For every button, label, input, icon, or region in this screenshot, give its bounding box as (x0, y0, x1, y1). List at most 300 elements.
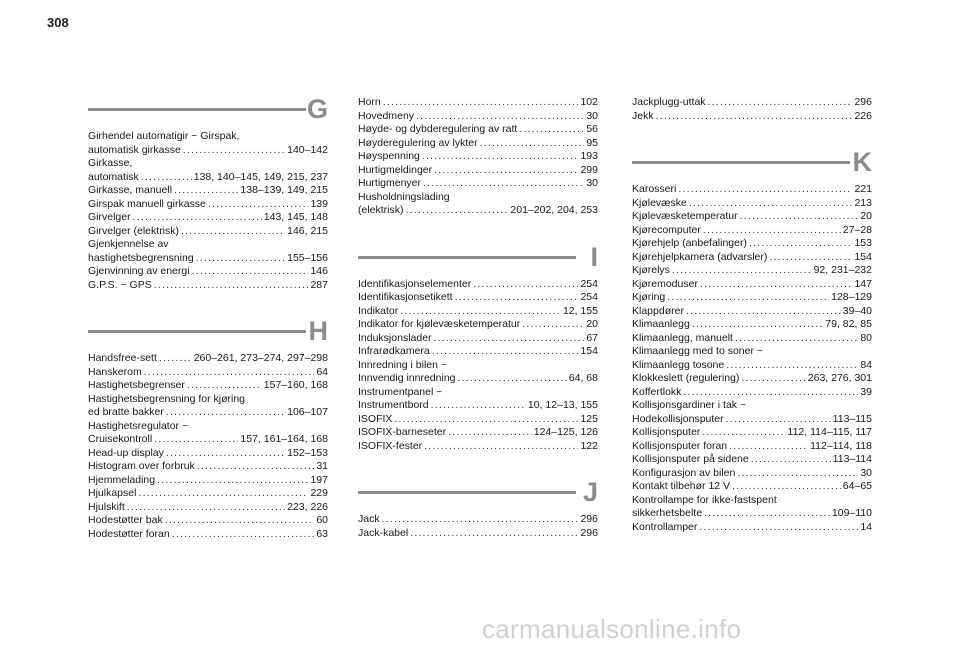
dot-leader (740, 210, 859, 224)
entry-term: Hodestøtter bak (88, 514, 163, 526)
dot-leader (434, 332, 585, 346)
entry-term: hastighetsbegrensning (88, 251, 194, 264)
entry-term: Karosseri (632, 183, 677, 195)
entry-pages: 143, 145, 148 (263, 211, 328, 223)
index-section-h (88, 318, 328, 541)
index-entry (88, 474, 328, 488)
entry-pages: 80 (860, 331, 872, 344)
watermark: carmanualsonline.info (482, 614, 742, 644)
entry-line (632, 183, 872, 197)
dot-leader (394, 413, 578, 427)
entry-term: Koffertlokk (632, 385, 682, 398)
entry-pages: 296 (580, 526, 598, 539)
entry-term: Infrarødkamera (358, 345, 430, 357)
entry-term: ISOFIX-barneseter (358, 426, 447, 438)
index-entry (632, 480, 872, 494)
entry-line (632, 332, 872, 346)
index-entry (358, 177, 598, 191)
entry-pages: 296 (854, 96, 872, 108)
entry-pages: 106–107 (287, 406, 328, 418)
index-entry (358, 137, 598, 151)
entry-pages: 20 (860, 210, 872, 222)
entry-text: Hastighetsbegrensning for kjøring (88, 392, 245, 405)
entry-line (358, 318, 598, 332)
index-entry (358, 150, 598, 164)
entry-line (88, 447, 328, 461)
dot-leader (154, 433, 238, 447)
dot-leader (154, 279, 309, 293)
entry-term: Kjølevæske (632, 196, 687, 209)
index-entry (632, 453, 872, 467)
entry-line (632, 318, 872, 332)
index-entry (88, 393, 328, 420)
entry-text: Gjenkjennelse av (88, 238, 169, 250)
entry-pages: 229 (310, 487, 328, 499)
dot-leader (144, 366, 315, 380)
dot-leader (159, 352, 192, 366)
index-entry (88, 130, 328, 157)
entry-pages: 299 (580, 163, 598, 176)
entry-pages: 12, 155 (562, 304, 598, 317)
entry-line (632, 224, 872, 238)
entry-line (358, 372, 598, 386)
entry-line (632, 480, 872, 494)
section-header (88, 318, 328, 348)
index-entry (358, 440, 598, 454)
entry-line (358, 96, 598, 110)
entry-pages: 201–202, 204, 253 (510, 204, 598, 216)
index-entry (632, 399, 872, 426)
entry-pages: 157–160, 168 (263, 379, 328, 391)
index-entry (88, 184, 328, 198)
index-entry (632, 291, 872, 305)
dot-leader (416, 110, 584, 124)
index-entry (632, 521, 872, 535)
index-entry (358, 305, 598, 319)
index-entry (632, 210, 872, 224)
section-rule (632, 161, 850, 164)
dot-leader (672, 264, 812, 278)
index-entry (88, 352, 328, 366)
entry-pages: 109–110 (831, 507, 872, 519)
entry-pages: 92, 231–232 (813, 264, 872, 276)
entry-term: Jackplugg-uttak (632, 96, 706, 108)
entry-pages: 113–115 (832, 412, 872, 425)
entry-pages: 153 (854, 237, 872, 249)
entry-pages: 10, 12–13, 155 (527, 399, 598, 411)
dot-leader (700, 278, 853, 292)
entry-term: Girvelger (88, 211, 131, 223)
dot-leader (181, 225, 285, 239)
dot-leader (455, 291, 579, 305)
entry-line (88, 265, 328, 279)
index-entry (88, 265, 328, 279)
entry-line (632, 453, 872, 467)
entry-term: sikkerhetsbelte (632, 507, 703, 519)
entry-term: Innvendig innredning (358, 372, 456, 384)
entry-term: Hjulskift (88, 500, 125, 513)
dot-leader (431, 399, 526, 413)
entry-line (358, 399, 598, 413)
entry-pages: 64 (316, 365, 328, 378)
entry-pages: 152–153 (287, 446, 328, 459)
dot-leader (729, 440, 808, 454)
entry-pages: 128–129 (831, 291, 872, 303)
index-entry (88, 447, 328, 461)
entry-term: Hanskerom (88, 365, 142, 378)
entry-line (358, 426, 598, 440)
index-entry (358, 318, 598, 332)
entry-term: Klimaanlegg (632, 318, 690, 330)
entry-pages: 197 (310, 473, 328, 486)
index-entry (632, 251, 872, 265)
dot-leader (689, 197, 853, 211)
entry-line (632, 386, 872, 400)
dot-leader (192, 265, 309, 279)
entry-line (632, 291, 872, 305)
entry-pages: 154 (854, 250, 872, 263)
index-section-continued (358, 96, 598, 218)
entry-line (358, 164, 598, 178)
section-header (88, 96, 328, 126)
dot-leader (172, 528, 315, 542)
entry-pages: 296 (580, 513, 598, 525)
dot-leader (423, 177, 584, 191)
entry-line (88, 474, 328, 488)
entry-line (632, 467, 872, 481)
entry-line (632, 507, 872, 521)
index-entry (632, 197, 872, 211)
dot-leader (157, 474, 308, 488)
page-number: 308 (47, 15, 69, 30)
entry-line (88, 487, 328, 501)
index-entry (358, 123, 598, 137)
index-entry (358, 527, 598, 541)
entry-line (632, 251, 872, 265)
entry-text: Girkasse, (88, 157, 133, 169)
entry-line (88, 252, 328, 266)
entry-term: ed bratte bakker (88, 406, 164, 418)
entry-line (88, 144, 328, 158)
entry-pages: 30 (586, 177, 598, 189)
index-entry (358, 359, 598, 386)
entry-term: Horn (358, 96, 381, 108)
entry-term: Hastighetsbegrenser (88, 379, 185, 391)
entry-line (358, 204, 598, 218)
dot-leader (448, 426, 532, 440)
index-entry (632, 224, 872, 238)
index-entry (358, 332, 598, 346)
entry-term: Induksjonslader (358, 331, 432, 344)
entry-text: Innredning i bilen ~ (358, 358, 448, 371)
entry-term: Girkasse, manuell (88, 184, 173, 196)
index-entry (632, 494, 872, 521)
entry-term: Hovedmeny (358, 109, 415, 122)
entry-term: automatisk (88, 170, 139, 183)
index-entry (632, 386, 872, 400)
dot-leader (473, 278, 578, 292)
index-entry (632, 372, 872, 386)
entry-line (632, 426, 872, 440)
index-column-2 (358, 96, 598, 566)
entry-line (358, 137, 598, 151)
index-entry (358, 513, 598, 527)
entry-term: G.P.S. ~ GPS (88, 278, 152, 291)
entry-pages: 30 (860, 466, 872, 479)
entry-term: Handsfree-sett (88, 352, 157, 364)
dot-leader (166, 406, 285, 420)
entry-line (632, 210, 872, 224)
entry-line (632, 237, 872, 251)
entry-pages: 140–142 (287, 143, 328, 156)
entry-pages: 79, 82, 85 (825, 318, 872, 330)
entry-pages: 138, 140–145, 149, 215, 237 (193, 170, 328, 183)
index-entry (88, 157, 328, 184)
dot-leader (434, 164, 578, 178)
entry-pages: 223, 226 (287, 500, 328, 513)
entry-term: Kollisjonsputer foran (632, 439, 728, 452)
dot-leader (769, 251, 852, 265)
index-entry (88, 379, 328, 393)
index-entry (358, 278, 598, 292)
entry-pages: 14 (860, 520, 872, 533)
entry-line (358, 110, 598, 124)
dot-leader (683, 386, 858, 400)
dot-leader (187, 379, 262, 393)
entry-pages: 226 (854, 109, 872, 122)
entry-term: Kjørehjelpkamera (advarsler) (632, 250, 768, 263)
dot-leader (656, 110, 853, 124)
entry-text: Instrumentpanel ~ (358, 385, 443, 398)
entry-pages: 193 (580, 150, 598, 162)
index-entry (88, 211, 328, 225)
entry-term: Girspak manuell girkasse (88, 197, 206, 210)
entry-pages: 64, 68 (568, 372, 598, 384)
entry-term: Kjøring (632, 291, 666, 303)
index-entry (358, 426, 598, 440)
dot-leader (741, 372, 805, 386)
index-entry (88, 487, 328, 501)
entry-term: Hodekollisjonsputer (632, 412, 724, 425)
entry-term: Kollisjonsputer på sidene (632, 453, 749, 465)
entry-term: Head-up display (88, 446, 164, 459)
entry-pages: 64–65 (842, 480, 872, 492)
entry-pages: 287 (310, 278, 328, 291)
index-entry (358, 191, 598, 218)
entry-pages: 125 (580, 412, 598, 425)
dot-leader (726, 359, 858, 373)
dot-leader (138, 487, 308, 501)
dot-leader (735, 332, 858, 346)
entry-line (88, 406, 328, 420)
entry-term: Kontrollamper (632, 520, 698, 533)
entry-pages: 122 (580, 439, 598, 452)
entry-pages: 39 (860, 385, 872, 398)
entry-pages: 146 (310, 265, 328, 277)
entry-line (358, 345, 598, 359)
entry-line (358, 332, 598, 346)
dot-leader (183, 144, 285, 158)
section-letter: K (852, 147, 872, 177)
index-entry (88, 501, 328, 515)
entry-term: ISOFIX-fester (358, 439, 423, 452)
entry-term: automatisk girkasse (88, 143, 181, 156)
dot-leader (703, 224, 841, 238)
entry-line (88, 460, 328, 474)
entry-pages: 95 (586, 136, 598, 149)
entry-term: Jekk (632, 109, 654, 122)
dot-leader (522, 318, 584, 332)
entry-line (632, 372, 872, 386)
entry-line (88, 514, 328, 528)
entry-line (632, 440, 872, 454)
entry-term: Hodestøtter foran (88, 527, 170, 540)
index-entry (358, 110, 598, 124)
entry-pages: 30 (586, 109, 598, 122)
section-header (358, 479, 598, 509)
entry-term: Hurtigmeldinger (358, 163, 433, 176)
entry-term: Indikator for kjølevæsketemperatur (358, 318, 521, 330)
entry-pages: 213 (854, 196, 872, 209)
index-entry (358, 96, 598, 110)
index-section-k (632, 149, 872, 534)
entry-line (358, 150, 598, 164)
entry-line (88, 171, 328, 185)
entry-line (632, 413, 872, 427)
entry-pages: 56 (586, 123, 598, 135)
index-column-1 (88, 96, 328, 567)
section-header (632, 149, 872, 179)
index-entry (358, 291, 598, 305)
entry-term: Jack-kabel (358, 526, 409, 539)
index-entry (632, 426, 872, 440)
entry-line (358, 278, 598, 292)
dot-leader (458, 372, 567, 386)
entry-line (88, 501, 328, 515)
entry-pages: 20 (586, 318, 598, 330)
entry-line (632, 278, 872, 292)
section-rule (88, 108, 306, 111)
index-entry (88, 198, 328, 212)
entry-term: Jack (358, 513, 380, 525)
dot-leader (708, 96, 853, 110)
dot-leader (519, 123, 584, 137)
entry-line (88, 366, 328, 380)
entry-pages: 146, 215 (287, 224, 328, 237)
section-header (358, 241, 598, 274)
entry-term: Kjørelys (632, 264, 670, 276)
entry-text: Girhendel automatigir ~ Girspak, (88, 130, 240, 142)
index-entry (88, 366, 328, 380)
entry-line (88, 528, 328, 542)
dot-leader (480, 137, 585, 151)
index-section-continued (632, 96, 872, 123)
dot-leader (165, 514, 315, 528)
dot-leader (422, 150, 579, 164)
entry-pages: 31 (316, 460, 328, 472)
entry-line (358, 123, 598, 137)
index-entry (632, 278, 872, 292)
entry-pages: 154 (580, 345, 598, 357)
entry-line (632, 197, 872, 211)
entry-line (632, 521, 872, 535)
entry-pages: 102 (580, 96, 598, 108)
entry-term: Hjemmelading (88, 473, 156, 486)
entry-line (358, 305, 598, 319)
entry-line (358, 291, 598, 305)
entry-term: Klimaanlegg tosone (632, 358, 725, 371)
index-entry (632, 264, 872, 278)
index-entry (632, 332, 872, 346)
entry-line (358, 527, 598, 541)
entry-pages: 139 (310, 197, 328, 210)
index-entry (632, 96, 872, 110)
section-rule (88, 330, 306, 333)
entry-pages: 113–114 (832, 453, 872, 465)
entry-term: Kjølevæsketemperatur (632, 210, 738, 222)
section-letter: J (582, 477, 598, 507)
entry-pages: 221 (854, 183, 872, 195)
entry-term: Høyderegulering av lykter (358, 136, 478, 149)
dot-leader (406, 204, 509, 218)
dot-leader (692, 318, 823, 332)
dot-leader (667, 291, 829, 305)
index-section-g (88, 96, 328, 292)
entry-term: Kjørecomputer (632, 223, 701, 236)
entry-term: Indikator (358, 304, 399, 317)
entry-term: Klimaanlegg, manuelt (632, 331, 733, 344)
entry-pages: 260–261, 273–274, 297–298 (193, 352, 328, 364)
entry-pages: 124–125, 126 (533, 426, 598, 438)
entry-pages: 39–40 (842, 304, 872, 317)
index-entry (358, 413, 598, 427)
dot-leader (166, 447, 285, 461)
entry-pages: 112, 114–115, 117 (787, 426, 872, 438)
dot-leader (737, 467, 858, 481)
dot-leader (382, 513, 579, 527)
dot-leader (726, 413, 831, 427)
entry-text: Hastighetsregulator ~ (88, 419, 189, 432)
index-entry (358, 164, 598, 178)
entry-pages: 155–156 (287, 251, 328, 264)
entry-term: (elektrisk) (358, 204, 404, 216)
entry-term: Cruisekontroll (88, 433, 153, 445)
index-entry (632, 110, 872, 124)
dot-leader (383, 96, 579, 110)
entry-term: Klappdører (632, 304, 684, 317)
section-rule (358, 256, 576, 259)
dot-leader (432, 345, 579, 359)
dot-leader (196, 252, 285, 266)
entry-term: ISOFIX (358, 412, 393, 425)
entry-term: Histogram over forbruk (88, 460, 195, 472)
index-entry (88, 225, 328, 239)
entry-line (88, 184, 328, 198)
entry-term: Hurtigmenyer (358, 177, 422, 189)
dot-leader (686, 305, 841, 319)
dot-leader (702, 426, 785, 440)
entry-term: Kjøremoduser (632, 277, 698, 290)
entry-text: Kontrollampe for ikke-fastspent (632, 493, 777, 506)
section-rule (358, 491, 576, 494)
entry-line (88, 211, 328, 225)
entry-line (358, 177, 598, 191)
index-entry (88, 460, 328, 474)
entry-pages: 27–28 (842, 223, 872, 236)
dot-leader (699, 521, 858, 535)
entry-pages: 84 (860, 358, 872, 371)
index-entry (632, 183, 872, 197)
